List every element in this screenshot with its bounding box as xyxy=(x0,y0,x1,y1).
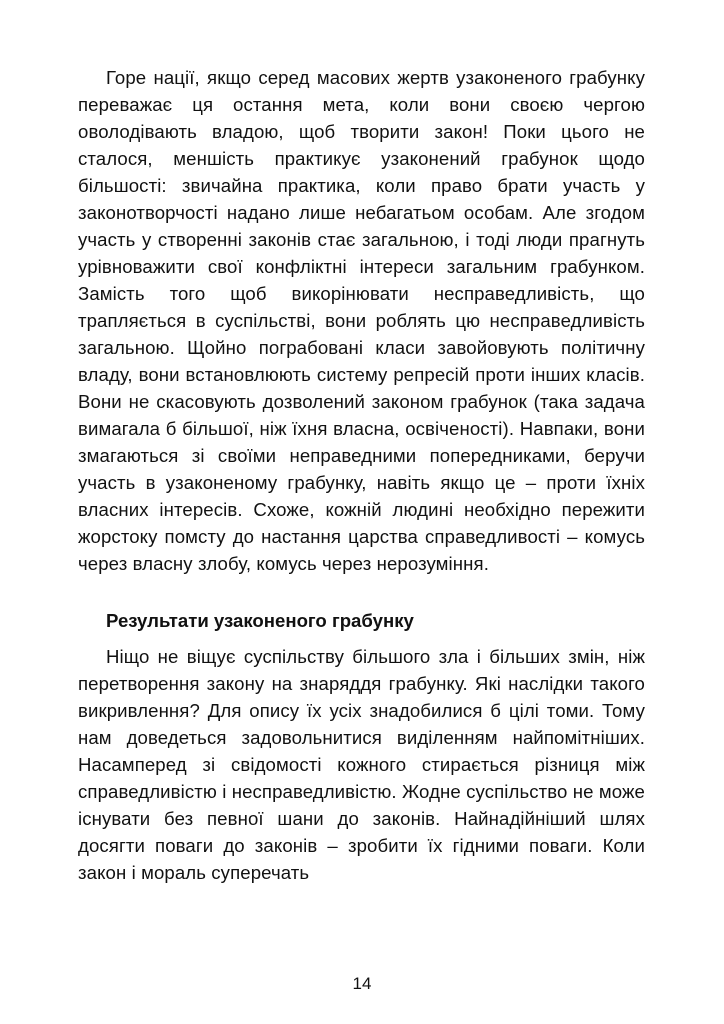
section-heading: Результати узаконеного грабунку xyxy=(106,610,414,631)
page-number: 14 xyxy=(352,974,372,993)
page-body xyxy=(78,64,645,886)
body-paragraph: Ніщо не віщує суспільству більшого зла і більших змін, ніж перетворення закону на знаряддя грабунку. Які наслідки такого викривлення? Для опису їх усіх знадобилися б цілі томи. Тому нам доведеться задовольнитися виділенням найпомітніших. Насамперед зі свідомості кожного стирається різниця між справедливістю і несправедливістю. Жодне суспільство не може існувати без певної шани до законів. Найнадійніший шлях досягти поваги до законів – зробити їх гідними поваги. Коли закон і мораль суперечать xyxy=(78,646,645,883)
body-paragraph: Горе нації, якщо серед масових жертв узаконеного грабунку переважає ця остання мета, коли вони своєю чергою оволодівають владою, щоб творити закон! Поки цього не сталося, меншість практикує узаконений грабунок щодо більшості: звичайна практика, коли право брати участь у законотворчості надано лише небагатьом особам. Але згодом участь у створенні законів стає загальною, і тоді люди прагнуть урівноважити свої конфліктні інтереси загальним грабунком. Замість того щоб викорінювати несправедливість, що трапляється в суспільстві, вони роблять цю несправедливість загальною. Щойно пограбовані класи завойовують політичну владу, вони встановлюють систему репресій проти інших класів. Вони не скасовують дозволений законом грабунок (така задача вимагала б більшої, ніж їхня власна, освіченості). Навпаки, вони змагаються зі своїми неправедними попередниками, беручи участь в узаконеному грабунку, навіть якщо це – проти їхніх власних інтересів. Схоже, кожній людині необхідно пережити жорстоку помсту до настання царства справедливості – комусь через власну злобу, комусь через нерозуміння. xyxy=(78,67,645,574)
